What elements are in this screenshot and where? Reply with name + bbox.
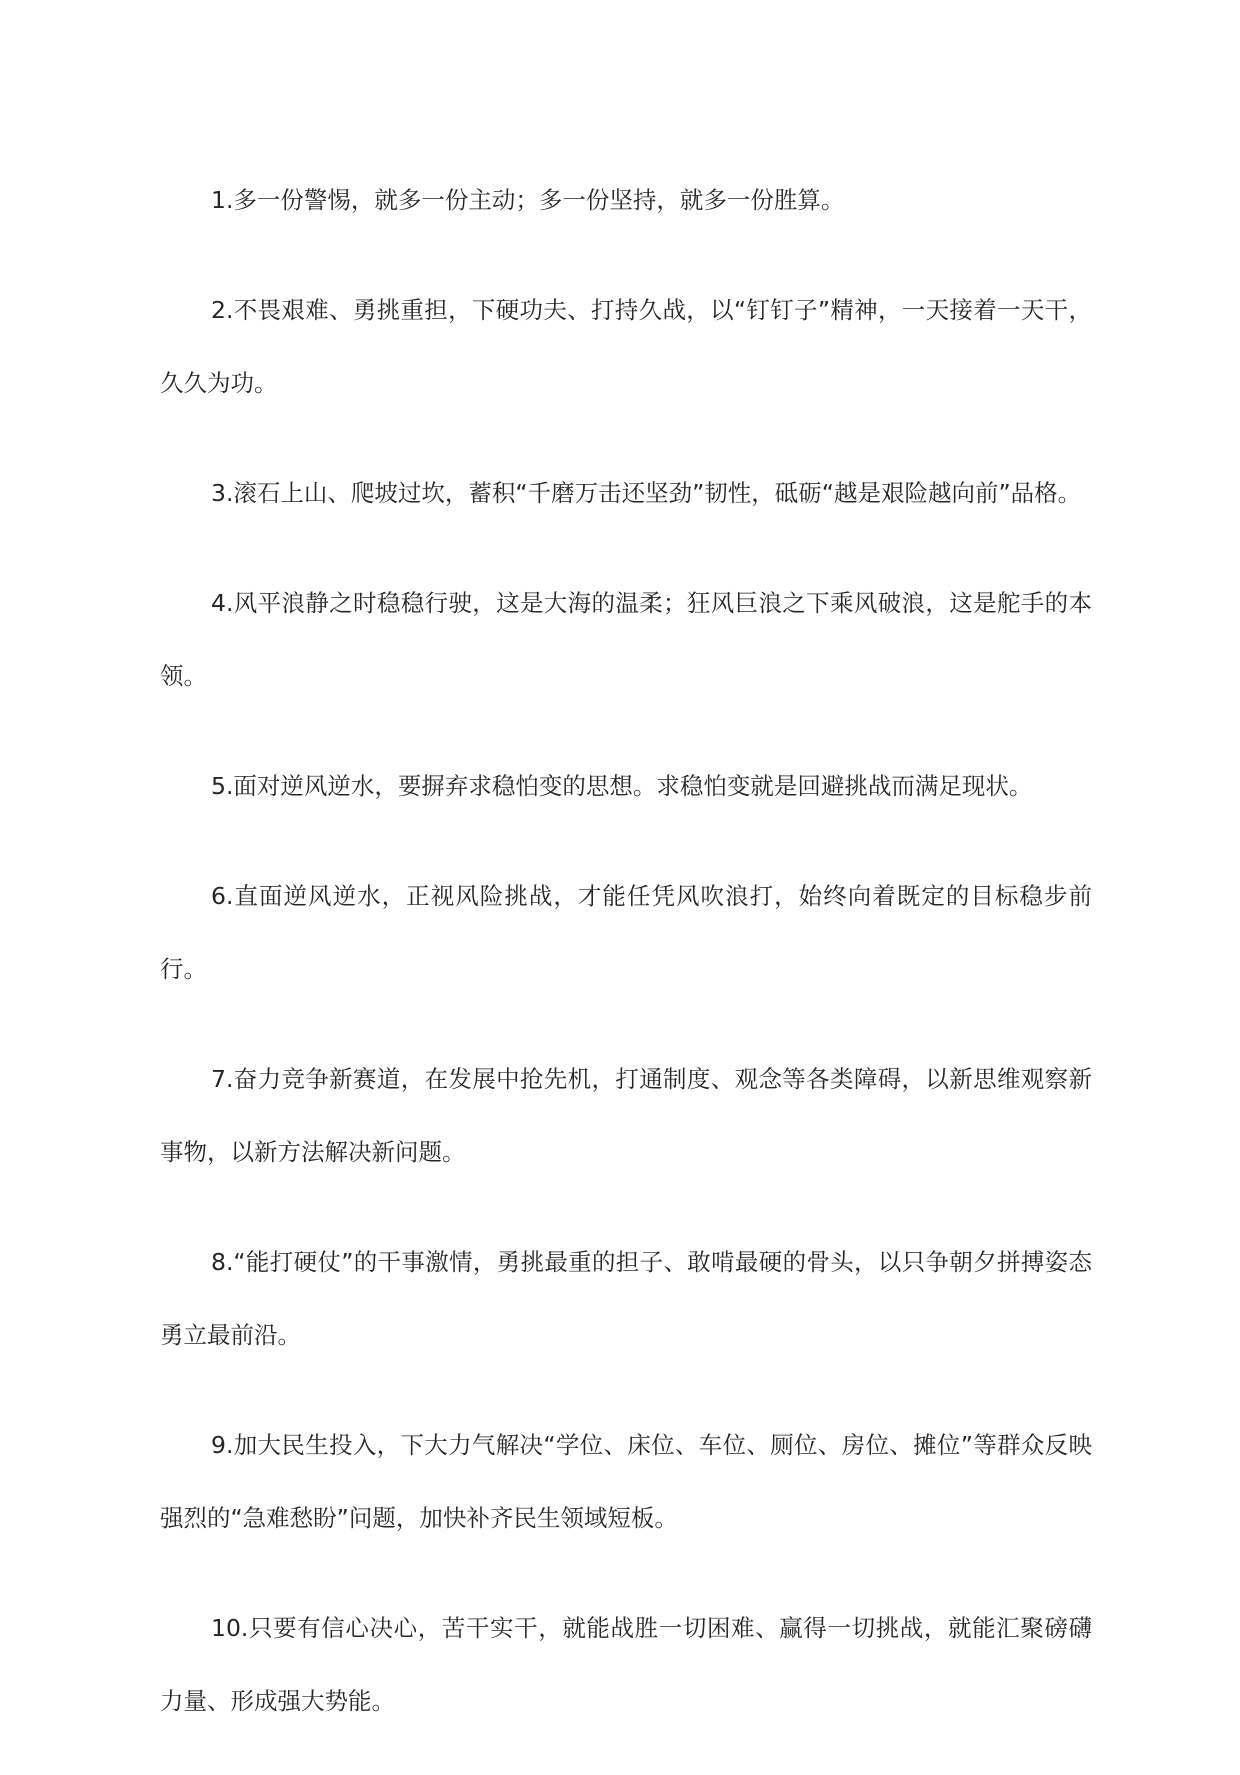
document-body [160, 164, 1092, 1775]
paragraph-3: 3.滚石上山、爬坡过坎，蓄积“千磨万击还坚劲”韧性，砥砺“越是艰险越向前”品格。 [211, 479, 1082, 507]
paragraph-7: 7.奋力竞争新赛道，在发展中抢先机，打通制度、观念等各类障碍，以新思维观察新事物，以新方法解决新问题。 [160, 1065, 1092, 1166]
paragraph-8: 8.“能打硬仗”的干事激情，勇挑最重的担子、敢啃最硬的骨头，以只争朝夕拼搏姿态勇立最前沿。 [160, 1248, 1092, 1349]
paragraph-2: 2.不畏艰难、勇挑重担，下硬功夫、打持久战，以“钉钉子”精神，一天接着一天干，久久为功。 [160, 296, 1092, 397]
paragraph-4: 4.风平浪静之时稳稳行驶，这是大海的温柔；狂风巨浪之下乘风破浪，这是舵手的本领。 [160, 589, 1092, 690]
paragraph-9: 9.加大民生投入，下大力气解决“学位、床位、车位、厕位、房位、摊位”等群众反映强烈的“急难愁盼”问题，加快补齐民生领域短板。 [160, 1431, 1092, 1532]
paragraph-6: 6.直面逆风逆水，正视风险挑战，才能任凭风吹浪打，始终向着既定的目标稳步前行。 [160, 882, 1092, 983]
paragraph-1: 1.多一份警惕，就多一份主动；多一份坚持，就多一份胜算。 [211, 186, 845, 214]
paragraph-5: 5.面对逆风逆水，要摒弃求稳怕变的思想。求稳怕变就是回避挑战而满足现状。 [211, 772, 1033, 800]
paragraph-10: 10.只要有信心决心，苦干实干，就能战胜一切困难、赢得一切挑战，就能汇聚磅礴力量、形成强大势能。 [160, 1614, 1092, 1715]
